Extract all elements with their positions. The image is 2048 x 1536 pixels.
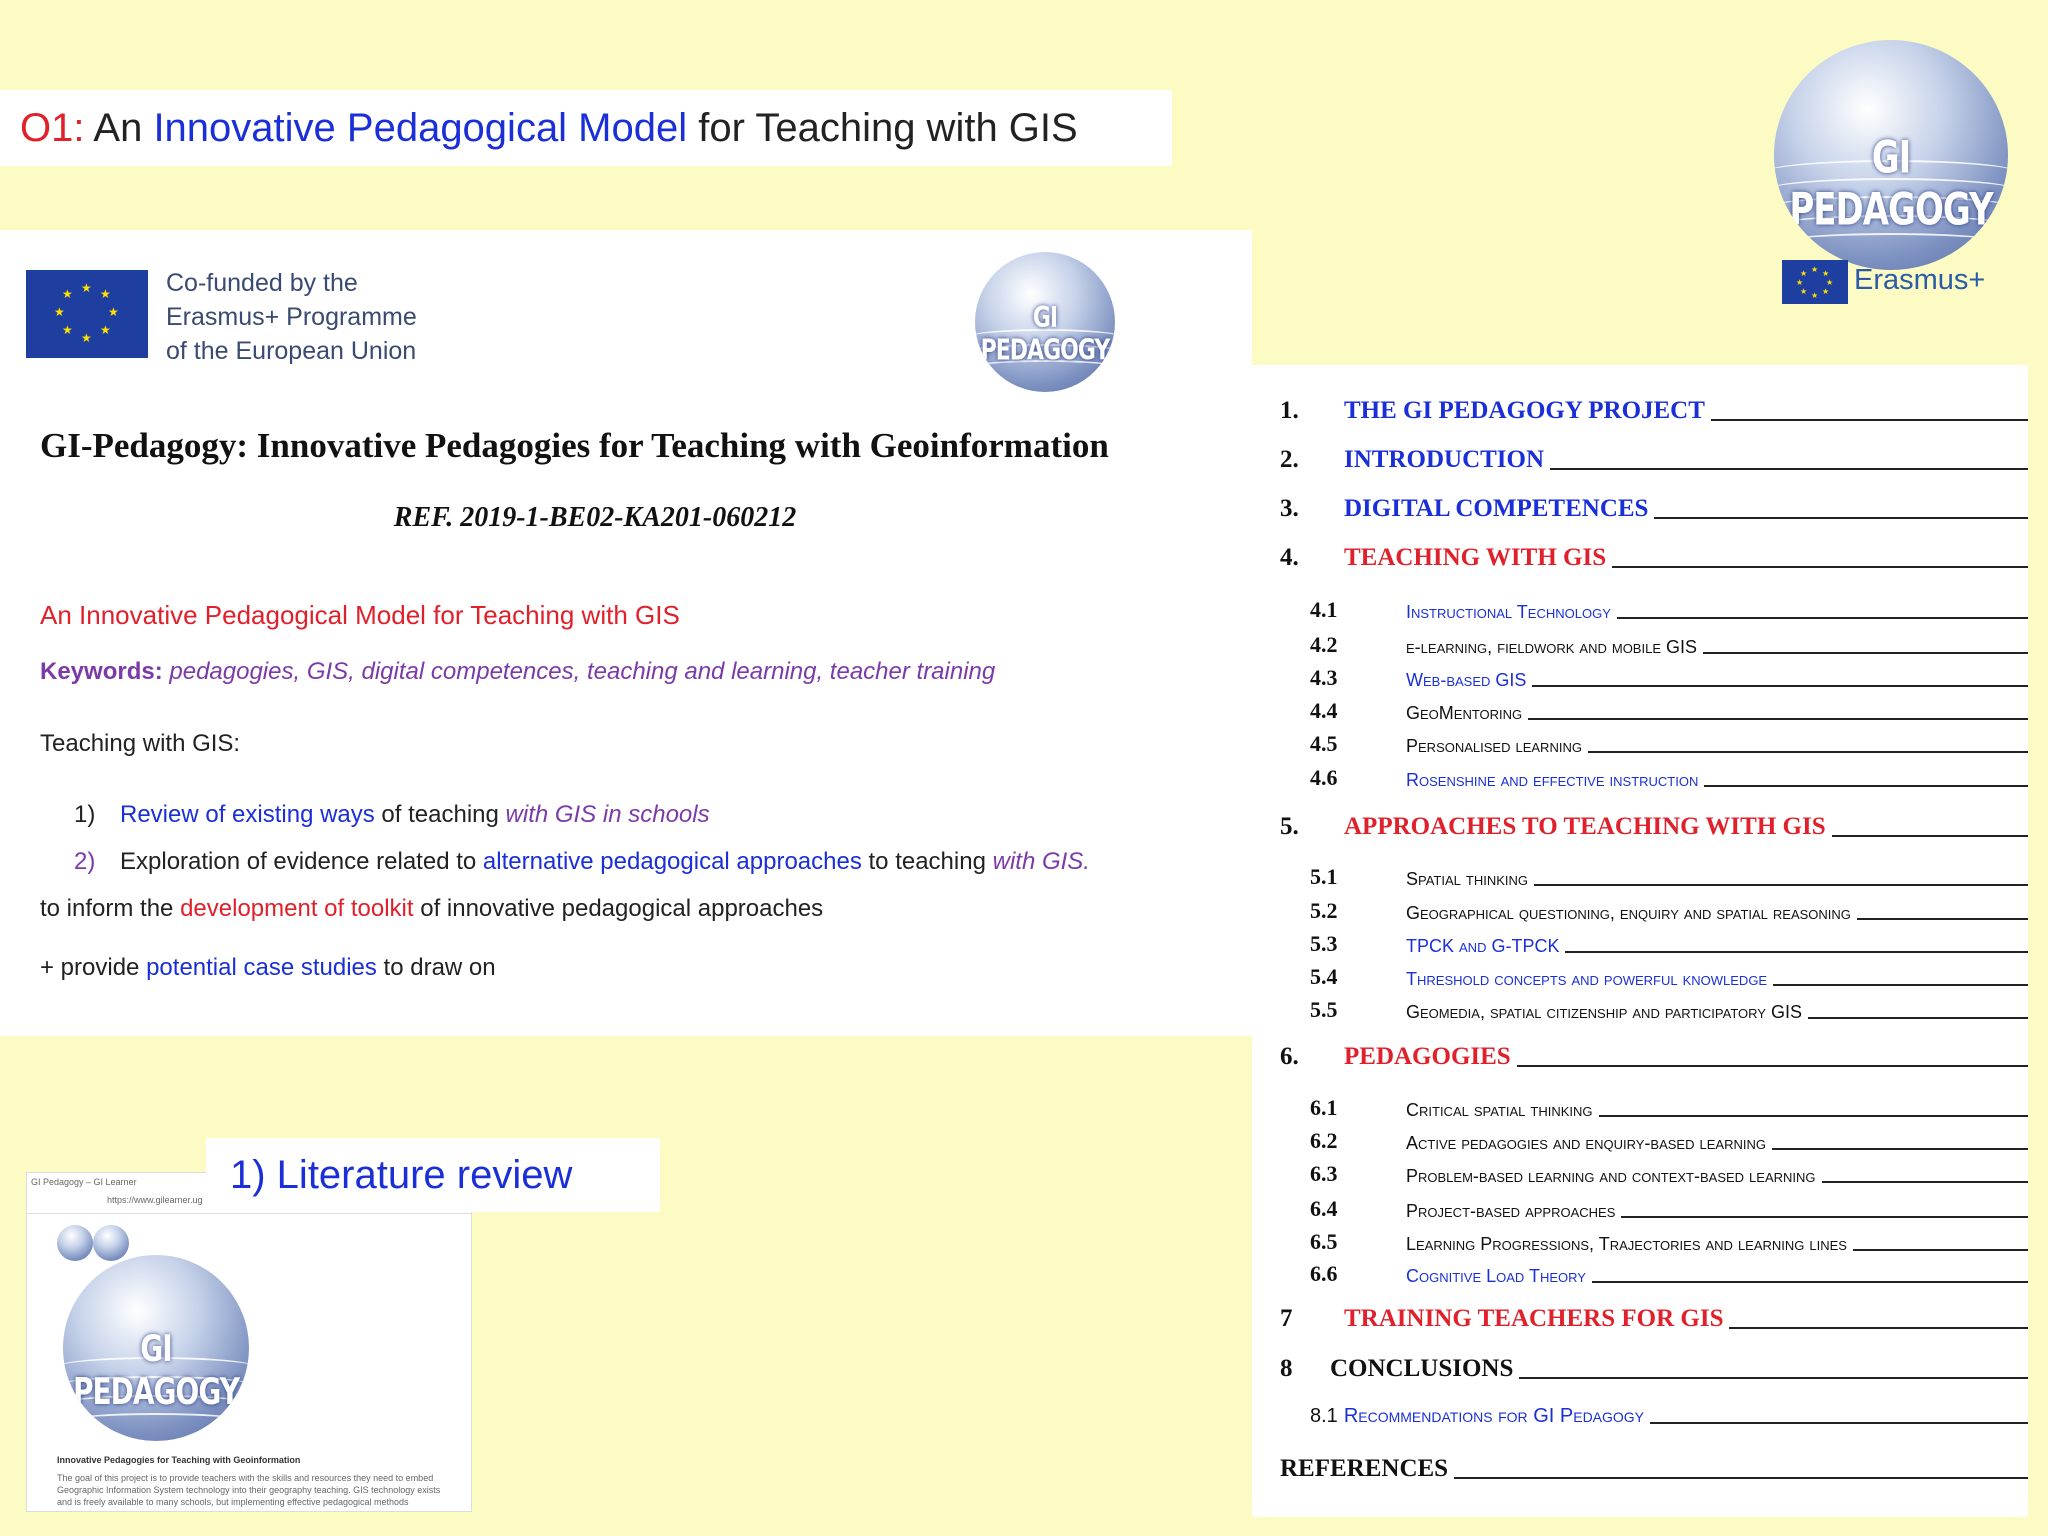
globe-icon: GI PEDAGOGY (63, 1255, 249, 1441)
literature-screenshot: GI Pedagogy – GI Learner https://www.gilearner.ug GI PEDAGOGY Innovative Pedagogies for Teaching with Geoinformation The goal of this project is to provide teachers with the skills and resources they need to embed Geographic Information System technology into their geography teaching. GIS technology exists and is freely available to many schools, but implementing effective pedagogical methods (26, 1172, 472, 1512)
toc-label: Personalised learning (1406, 736, 1582, 756)
toc-number: 5.2 (1310, 898, 1338, 923)
toc-label: Cognitive Load Theory (1406, 1266, 1586, 1286)
toc-number: 4. (1280, 544, 1299, 571)
title-text-1: An (84, 106, 154, 150)
toc-label: Critical spatial thinking (1406, 1100, 1593, 1120)
toc-leader-line (1534, 884, 2028, 886)
toc-label: TEACHING WITH GIS (1344, 544, 1607, 571)
literature-heading: Innovative Pedagogies for Teaching with Geoinformation (57, 1455, 301, 1465)
toc-label: INTRODUCTION (1344, 446, 1545, 473)
toc-leader-line (1550, 468, 2028, 470)
list-item-1: 1) Review of existing ways of teaching with GIS in schools (74, 801, 710, 828)
toc-number: 5.3 (1310, 931, 1338, 956)
toc-label: Geographical questioning, enquiry and spatial reasoning (1406, 903, 1851, 923)
title-prefix: O1: (20, 106, 85, 150)
toc-number: 4.6 (1310, 765, 1338, 790)
toc-number: 6.5 (1310, 1229, 1338, 1254)
toc-item[interactable] (1280, 1229, 2028, 1255)
toc-number: 7 (1280, 1305, 1293, 1332)
toc-number: 5.1 (1310, 864, 1338, 889)
toc-item[interactable] (1280, 864, 2028, 890)
erasmus-label: Erasmus+ (1854, 264, 1986, 296)
toc-leader-line (1612, 566, 2028, 568)
toc-number: 6.4 (1310, 1196, 1338, 1221)
toc-leader-line (1565, 951, 2028, 953)
toc-item[interactable] (1280, 1305, 2028, 1333)
document-title: GI-Pedagogy: Innovative Pedagogies for Teaching with Geoinformation (40, 426, 1109, 465)
toc-item[interactable] (1280, 931, 2028, 957)
toc-number: 5. (1280, 813, 1299, 840)
globe-icon (1774, 40, 2008, 270)
toc-label: GeoMentoring (1406, 703, 1523, 723)
small-logo-icon (93, 1225, 129, 1261)
toc-label: e-learning, fieldwork and mobile GIS (1406, 637, 1697, 657)
toc-label: Active pedagogies and enquiry-based learning (1406, 1133, 1766, 1153)
toc-label: Spatial thinking (1406, 869, 1528, 889)
toc-item[interactable] (1280, 1196, 2028, 1222)
inform-line: to inform the development of toolkit of innovative pedagogical approaches (40, 895, 824, 922)
toc-label: DIGITAL COMPETENCES (1344, 495, 1649, 522)
toc-item[interactable] (1280, 698, 2028, 724)
teaching-heading: Teaching with GIS: (40, 730, 241, 757)
document-ref: REF. 2019-1-BE02-KA201-060212 (393, 502, 797, 533)
eu-flag-icon: ★ ★ ★ ★ ★ ★ ★ ★ (26, 270, 148, 358)
browser-tab: GI Pedagogy – GI Learner (31, 1177, 137, 1187)
toc-leader-line (1454, 1477, 2028, 1479)
toc-label: Problem-based learning and context-based learning (1406, 1166, 1816, 1186)
toc-number: 2. (1280, 446, 1299, 473)
title-text-2: for Teaching with GIS (687, 106, 1078, 150)
toc-label: Project-based approaches (1406, 1201, 1616, 1221)
toc-item[interactable] (1280, 997, 2028, 1023)
toc-label: Instructional Technology (1406, 602, 1611, 622)
toc-number: 5.5 (1310, 997, 1338, 1022)
document-logo (975, 252, 1115, 392)
toc-number: 6.6 (1310, 1261, 1338, 1286)
toc-leader-line (1773, 984, 2028, 986)
toc-label: PEDAGOGIES (1344, 1043, 1511, 1070)
toc-item[interactable] (1280, 813, 2028, 841)
toc-label: Web-based GIS (1406, 670, 1527, 690)
toc-item[interactable] (1280, 632, 2028, 658)
toc-item[interactable] (1280, 1355, 2028, 1383)
toc-item[interactable] (1280, 1043, 2028, 1071)
toc-label: TPCK and G-TPCK (1406, 936, 1560, 956)
logo-text: GI PEDAGOGY (1789, 132, 1993, 236)
toc-leader-line (1532, 685, 2028, 687)
toc-leader-line (1621, 1216, 2028, 1218)
toc-leader-line (1832, 835, 2028, 837)
toc-item[interactable] (1280, 544, 2028, 572)
toc-number: 6.1 (1310, 1095, 1338, 1120)
toc-item[interactable] (1280, 1095, 2028, 1121)
toc-leader-line (1517, 1065, 2028, 1067)
globe-icon: GI PEDAGOGY (975, 252, 1115, 392)
list-item-2: 2) Exploration of evidence related to alternative pedagogical approaches to teaching with GIS. (74, 848, 1090, 875)
toc-item[interactable] (1280, 665, 2028, 691)
toc-leader-line (1808, 1017, 2028, 1019)
document-subtitle: An Innovative Pedagogical Model for Teaching with GIS (40, 600, 680, 630)
browser-url: https://www.gilearner.ug (107, 1195, 203, 1205)
toc-number: 6.3 (1310, 1161, 1338, 1186)
toc-label: THE GI PEDAGOGY PROJECT (1344, 397, 1705, 424)
toc-leader-line (1703, 652, 2028, 654)
toc-leader-line (1711, 419, 2028, 421)
toc-number: 4.1 (1310, 597, 1338, 622)
toc-leader-line (1617, 617, 2028, 619)
provide-line: + provide potential case studies to draw on (40, 954, 496, 981)
table-of-contents (1252, 365, 2028, 1517)
toc-leader-line (1853, 1249, 2028, 1251)
toc-item[interactable] (1280, 765, 2028, 791)
toc-label: Rosenshine and effective instruction (1406, 770, 1699, 790)
toc-item[interactable] (1280, 495, 2028, 523)
toc-leader-line (1857, 918, 2028, 920)
title-highlight: Innovative Pedagogical Model (153, 106, 688, 150)
toc-label: Geomedia, spatial citizenship and participatory GIS (1406, 1002, 1802, 1022)
toc-leader-line (1588, 751, 2028, 753)
toc-label: CONCLUSIONS (1330, 1355, 1514, 1382)
toc-leader-line (1822, 1181, 2028, 1183)
toc-label: REFERENCES (1280, 1455, 1449, 1482)
toc-number: 3. (1280, 495, 1299, 522)
toc-item[interactable] (1280, 731, 2028, 757)
toc-leader-line (1650, 1422, 2028, 1424)
toc-number: 8 (1280, 1355, 1293, 1382)
toc-item[interactable] (1280, 597, 2028, 623)
toc-item[interactable] (1280, 1261, 2028, 1287)
toc-leader-line (1519, 1377, 2028, 1379)
toc-label: Threshold concepts and powerful knowledge (1406, 969, 1768, 989)
toc-number: 6.2 (1310, 1128, 1338, 1153)
toc-number: 5.4 (1310, 964, 1338, 989)
toc-label: APPROACHES TO TEACHING WITH GIS (1344, 813, 1826, 840)
eu-flag-icon: ★ ★ ★ ★ ★ ★ ★ ★ (1782, 260, 1848, 304)
toc-item[interactable] (1280, 1455, 2028, 1483)
toc-number: 6. (1280, 1043, 1299, 1070)
toc-leader-line (1592, 1281, 2028, 1283)
toc-label: Recommendations for GI Pedagogy (1343, 1405, 1645, 1427)
toc-item[interactable] (1280, 397, 2028, 425)
cofunded-text: Co-funded by the Erasmus+ Programme of the European Union (166, 269, 417, 365)
toc-item[interactable] (1280, 446, 2028, 474)
toc-number: 1. (1280, 397, 1299, 424)
toc-leader-line (1729, 1327, 2028, 1329)
toc-leader-line (1528, 718, 2028, 720)
toc-item[interactable] (1280, 1128, 2028, 1154)
toc-leader-line (1772, 1148, 2028, 1150)
keywords: Keywords: pedagogies, GIS, digital competences, teaching and learning, teacher training (40, 658, 996, 685)
toc-leader-line (1654, 517, 2028, 519)
toc-label: TRAINING TEACHERS FOR GIS (1344, 1305, 1724, 1332)
literature-review-label: 1) Literature review (206, 1138, 660, 1212)
toc-item[interactable] (1280, 898, 2028, 924)
small-logo-icon (57, 1225, 93, 1261)
toc-leader-line (1599, 1115, 2029, 1117)
toc-number: 4.2 (1310, 632, 1338, 657)
toc-number: 4.5 (1310, 731, 1338, 756)
toc-leader-line (1704, 785, 2028, 787)
document-excerpt (0, 230, 1252, 1036)
toc-item[interactable] (1280, 964, 2028, 990)
toc-number: 4.3 (1310, 665, 1338, 690)
toc-label: Learning Progressions, Trajectories and learning lines (1406, 1234, 1847, 1254)
toc-item[interactable] (1280, 1161, 2028, 1187)
toc-number: 4.4 (1310, 698, 1338, 723)
slide-title (0, 90, 1172, 166)
toc-number: 8.1 (1310, 1405, 1338, 1427)
toc-item[interactable] (1280, 1405, 2028, 1428)
gi-pedagogy-logo (1768, 40, 2018, 310)
